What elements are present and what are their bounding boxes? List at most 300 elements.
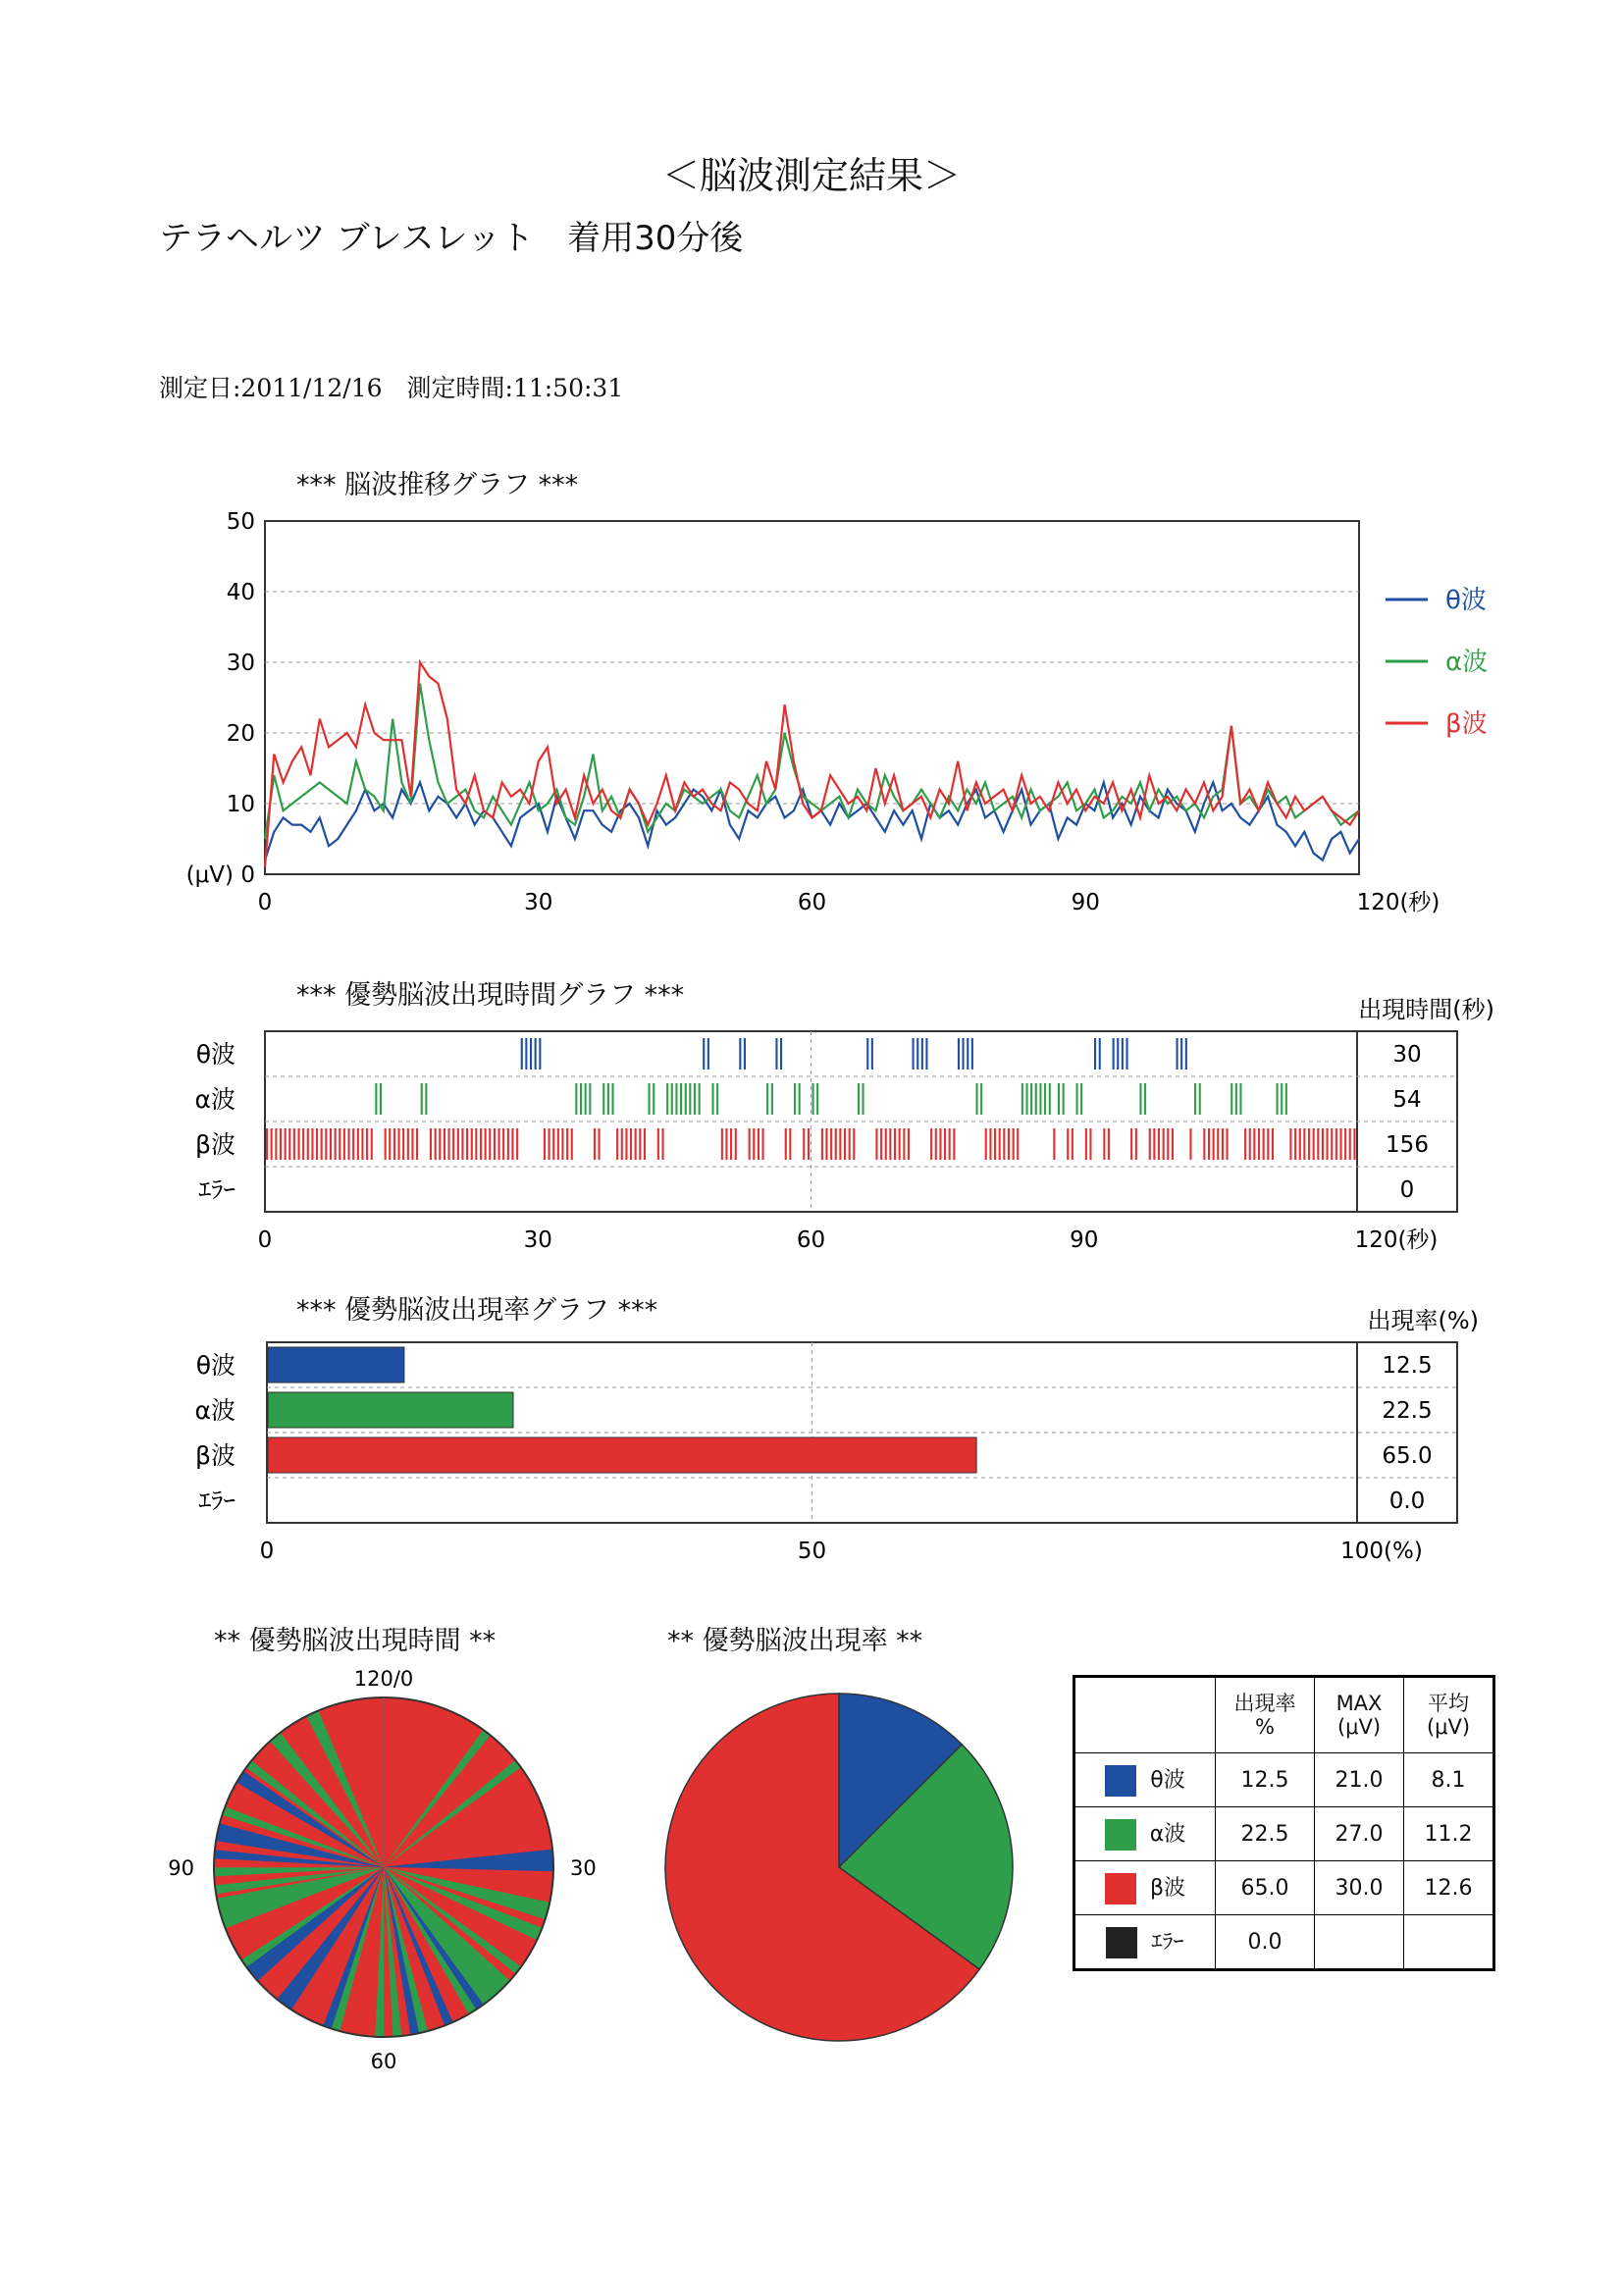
time-event-mark <box>1013 1128 1015 1160</box>
time-event-mark <box>780 1038 782 1070</box>
time-event-mark <box>758 1128 759 1160</box>
time-event-mark <box>866 1038 868 1070</box>
time-event-mark <box>885 1128 887 1160</box>
time-event-mark <box>271 1128 273 1160</box>
summary-rate: 12.5 <box>1216 1753 1315 1807</box>
time-row-label: θ波 <box>195 1040 236 1069</box>
time-event-mark <box>899 1128 901 1160</box>
time-event-mark <box>875 1128 877 1160</box>
time-event-mark <box>653 1083 654 1115</box>
pie-rate-title: ** 優勢脳波出現率 ** <box>667 1626 923 1656</box>
time-event-mark <box>1094 1038 1096 1070</box>
time-event-mark <box>1199 1083 1201 1115</box>
time-event-mark <box>830 1128 832 1160</box>
time-event-mark <box>1149 1128 1151 1160</box>
time-event-mark <box>812 1083 814 1115</box>
time-event-mark <box>635 1128 637 1160</box>
time-event-mark <box>1281 1083 1283 1115</box>
time-event-mark <box>525 1038 527 1070</box>
time-event-mark <box>844 1128 846 1160</box>
time-event-mark <box>662 1128 664 1160</box>
line-chart-title: *** 脳波推移グラフ *** <box>296 470 579 500</box>
time-event-mark <box>921 1038 923 1070</box>
time-event-mark <box>1117 1038 1119 1070</box>
time-row-count: 30 <box>1392 1042 1422 1068</box>
rate-value-label: 0.0 <box>1388 1488 1426 1514</box>
time-event-mark <box>466 1128 468 1160</box>
time-event-mark <box>602 1083 604 1115</box>
time-x-tick-label: 120(秒) <box>1354 1227 1439 1253</box>
summary-rate: 0.0 <box>1216 1915 1315 1970</box>
time-event-mark <box>1172 1128 1174 1160</box>
clock-label-left: 90 <box>168 1856 194 1880</box>
time-event-mark <box>949 1128 951 1160</box>
time-event-mark <box>1053 1128 1055 1160</box>
summary-avg: 11.2 <box>1404 1807 1494 1861</box>
summary-label: β波 <box>1149 1876 1186 1901</box>
time-event-mark <box>407 1128 409 1160</box>
time-event-mark <box>980 1083 982 1115</box>
time-event-mark <box>1331 1128 1333 1160</box>
time-chart-title: *** 優勢脳波出現時間グラフ *** <box>296 980 685 1011</box>
summary-header-rate: 出現率 % <box>1216 1677 1315 1753</box>
summary-avg: 12.6 <box>1404 1861 1494 1915</box>
time-event-mark <box>913 1038 915 1070</box>
time-event-mark <box>944 1128 946 1160</box>
time-event-mark <box>1089 1128 1091 1160</box>
time-event-mark <box>530 1038 532 1070</box>
theta-swatch <box>1105 1765 1136 1797</box>
time-event-mark <box>285 1128 287 1160</box>
time-event-mark <box>612 1083 614 1115</box>
time-event-mark <box>452 1128 454 1160</box>
time-event-mark <box>430 1128 432 1160</box>
time-event-mark <box>716 1083 718 1115</box>
time-event-mark <box>930 1128 932 1160</box>
time-event-mark <box>1230 1083 1232 1115</box>
time-event-mark <box>1194 1083 1196 1115</box>
beta-swatch <box>1105 1873 1136 1905</box>
time-event-mark <box>976 1083 978 1115</box>
time-event-mark <box>953 1128 955 1160</box>
time-event-mark <box>1353 1128 1355 1160</box>
time-event-mark <box>599 1128 601 1160</box>
summary-label: ｴﾗｰ <box>1151 1930 1184 1955</box>
time-event-mark <box>1139 1083 1141 1115</box>
alpha-swatch <box>1105 1819 1136 1851</box>
time-event-mark <box>1327 1128 1329 1160</box>
time-event-mark <box>325 1128 327 1160</box>
time-row-label: β波 <box>195 1130 236 1159</box>
time-event-mark <box>1213 1128 1215 1160</box>
time-event-mark <box>1239 1083 1241 1115</box>
time-event-mark <box>835 1128 837 1160</box>
line-y-axis-label: (μV) <box>185 862 234 888</box>
time-event-mark <box>298 1128 300 1160</box>
time-event-mark <box>967 1038 969 1070</box>
time-event-mark <box>471 1128 473 1160</box>
time-event-mark <box>1235 1083 1237 1115</box>
time-event-mark <box>707 1038 709 1070</box>
time-event-mark <box>571 1128 573 1160</box>
rate-row-label: α波 <box>194 1396 236 1425</box>
time-event-mark <box>1167 1128 1169 1160</box>
time-event-mark <box>853 1128 855 1160</box>
time-event-mark <box>999 1128 1001 1160</box>
time-event-mark <box>1003 1128 1005 1160</box>
time-event-mark <box>1035 1083 1037 1115</box>
time-event-mark <box>502 1128 504 1160</box>
time-event-mark <box>935 1128 937 1160</box>
summary-max: 21.0 <box>1315 1753 1404 1807</box>
time-event-mark <box>1227 1128 1229 1160</box>
rate-value-label: 12.5 <box>1382 1353 1433 1379</box>
rate-x-tick-label: 100(%) <box>1340 1539 1423 1564</box>
time-event-mark <box>480 1128 482 1160</box>
line-x-tick-label: 30 <box>524 890 553 915</box>
summary-header-avg: 平均 (μV) <box>1404 1677 1494 1753</box>
time-event-mark <box>1335 1128 1337 1160</box>
time-event-mark <box>1108 1128 1110 1160</box>
time-event-mark <box>393 1128 395 1160</box>
time-event-mark <box>1177 1038 1178 1070</box>
time-event-mark <box>985 1128 987 1160</box>
time-event-mark <box>744 1038 746 1070</box>
time-event-mark <box>1344 1128 1346 1160</box>
time-event-mark <box>1263 1128 1265 1160</box>
time-event-mark <box>889 1128 891 1160</box>
time-event-mark <box>1294 1128 1296 1160</box>
summary-max: 30.0 <box>1315 1861 1404 1915</box>
line-x-tick-label: 120(秒) <box>1356 890 1440 915</box>
time-event-mark <box>1203 1128 1205 1160</box>
time-event-mark <box>621 1128 623 1160</box>
time-event-mark <box>485 1128 487 1160</box>
line-x-tick-label: 90 <box>1071 890 1100 915</box>
time-event-mark <box>1253 1128 1255 1160</box>
time-row-count: 156 <box>1386 1132 1429 1158</box>
time-event-mark <box>821 1128 823 1160</box>
time-event-mark <box>789 1128 791 1160</box>
time-event-mark <box>288 1128 290 1160</box>
time-event-mark <box>825 1128 827 1160</box>
time-event-mark <box>544 1128 546 1160</box>
time-event-mark <box>457 1128 459 1160</box>
time-event-mark <box>1189 1128 1191 1160</box>
time-event-mark <box>507 1128 509 1160</box>
time-event-mark <box>607 1083 609 1115</box>
page-title: ＜脳波測定結果＞ <box>661 154 961 197</box>
time-event-mark <box>735 1128 737 1160</box>
time-event-mark <box>1017 1128 1019 1160</box>
time-event-mark <box>657 1128 659 1160</box>
time-event-mark <box>552 1128 554 1160</box>
time-event-mark <box>725 1128 727 1160</box>
time-event-mark <box>498 1128 500 1160</box>
time-event-mark <box>1185 1038 1187 1070</box>
rate-x-tick-label: 0 <box>259 1539 275 1564</box>
time-event-mark <box>1217 1128 1219 1160</box>
time-event-mark <box>1244 1128 1246 1160</box>
time-event-mark <box>575 1083 577 1115</box>
time-event-mark <box>361 1128 363 1160</box>
rate-bar <box>268 1437 976 1473</box>
time-event-mark <box>1303 1128 1305 1160</box>
time-event-mark <box>712 1083 714 1115</box>
time-event-mark <box>894 1128 896 1160</box>
summary-table <box>1073 1675 1495 1971</box>
time-event-mark <box>461 1128 463 1160</box>
time-event-mark <box>1076 1083 1078 1115</box>
time-event-mark <box>1158 1128 1160 1160</box>
time-event-mark <box>649 1083 651 1115</box>
time-event-mark <box>675 1083 677 1115</box>
time-event-mark <box>402 1128 404 1160</box>
rate-value-label: 65.0 <box>1382 1443 1433 1469</box>
time-event-mark <box>1249 1128 1251 1160</box>
time-x-tick-label: 90 <box>1070 1227 1099 1253</box>
time-event-mark <box>348 1128 350 1160</box>
time-event-mark <box>1135 1128 1137 1160</box>
time-event-mark <box>1030 1083 1032 1115</box>
time-event-mark <box>494 1128 496 1160</box>
time-x-tick-label: 60 <box>796 1227 826 1253</box>
time-event-mark <box>1113 1038 1115 1070</box>
time-event-mark <box>963 1038 965 1070</box>
time-event-mark <box>625 1128 627 1160</box>
time-event-mark <box>1008 1128 1010 1160</box>
page-subtitle: テラヘルツ ブレスレット 着用30分後 <box>159 219 744 258</box>
time-event-mark <box>1072 1128 1073 1160</box>
summary-row-beta <box>1074 1861 1494 1915</box>
time-event-mark <box>1080 1083 1082 1115</box>
rate-chart-title: *** 優勢脳波出現率グラフ *** <box>296 1295 658 1326</box>
time-event-mark <box>1130 1128 1132 1160</box>
time-event-mark <box>799 1083 801 1115</box>
time-event-mark <box>307 1128 309 1160</box>
time-event-mark <box>1049 1083 1051 1115</box>
line-x-tick-label: 60 <box>797 890 827 915</box>
time-event-mark <box>808 1128 810 1160</box>
time-event-mark <box>511 1128 513 1160</box>
time-event-mark <box>849 1128 851 1160</box>
clock-label-bottom: 60 <box>370 2050 397 2073</box>
time-event-mark <box>549 1128 550 1160</box>
time-event-mark <box>1222 1128 1224 1160</box>
time-event-mark <box>794 1083 796 1115</box>
time-event-mark <box>753 1128 755 1160</box>
line-y-tick-label: 20 <box>226 721 255 747</box>
time-event-mark <box>1058 1083 1060 1115</box>
time-event-mark <box>644 1128 646 1160</box>
time-event-mark <box>1299 1128 1301 1160</box>
time-event-mark <box>357 1128 359 1160</box>
time-event-mark <box>535 1038 537 1070</box>
time-event-mark <box>630 1128 632 1160</box>
time-event-mark <box>585 1083 587 1115</box>
error-swatch <box>1106 1927 1137 1958</box>
time-event-mark <box>699 1083 701 1115</box>
time-event-mark <box>1258 1128 1260 1160</box>
line-x-tick-label: 0 <box>257 890 273 915</box>
time-event-mark <box>489 1128 491 1160</box>
time-event-mark <box>1308 1128 1310 1160</box>
time-event-mark <box>762 1128 764 1160</box>
time-row-label: α波 <box>194 1085 236 1114</box>
summary-label: α波 <box>1149 1822 1186 1847</box>
legend-label-2: β波 <box>1445 709 1488 739</box>
time-event-mark <box>311 1128 313 1160</box>
summary-avg: 8.1 <box>1404 1753 1494 1807</box>
time-event-mark <box>858 1083 860 1115</box>
time-event-mark <box>557 1128 559 1160</box>
time-event-mark <box>694 1083 696 1115</box>
time-event-mark <box>816 1083 818 1115</box>
rate-plot-frame <box>267 1342 1457 1523</box>
time-event-mark <box>616 1128 618 1160</box>
summary-row-alpha <box>1074 1807 1494 1861</box>
time-event-mark <box>730 1128 732 1160</box>
time-event-mark <box>275 1128 277 1160</box>
time-event-mark <box>444 1128 445 1160</box>
time-event-mark <box>398 1128 400 1160</box>
time-event-mark <box>566 1128 568 1160</box>
time-event-mark <box>389 1128 391 1160</box>
time-event-mark <box>666 1083 668 1115</box>
time-event-mark <box>703 1038 705 1070</box>
time-event-mark <box>375 1083 377 1115</box>
time-event-mark <box>903 1128 905 1160</box>
time-event-mark <box>435 1128 437 1160</box>
measure-datetime: 測定日:2011/12/16 測定時間:11:50:31 <box>159 374 624 402</box>
time-event-mark <box>302 1128 304 1160</box>
time-event-mark <box>925 1038 927 1070</box>
line-y-tick-label: 40 <box>226 580 255 605</box>
summary-label: θ波 <box>1150 1768 1185 1793</box>
rate-bar <box>268 1347 404 1383</box>
time-event-mark <box>1180 1038 1182 1070</box>
time-row-count: 54 <box>1392 1087 1422 1113</box>
time-event-mark <box>1153 1128 1155 1160</box>
time-event-mark <box>594 1128 596 1160</box>
legend-label-1: α波 <box>1445 648 1489 677</box>
time-event-mark <box>685 1083 687 1115</box>
time-event-mark <box>339 1128 340 1160</box>
time-event-mark <box>366 1128 368 1160</box>
summary-header-max: MAX (μV) <box>1315 1677 1404 1753</box>
time-event-mark <box>871 1038 873 1070</box>
time-event-mark <box>1267 1128 1269 1160</box>
time-event-mark <box>775 1038 777 1070</box>
time-event-mark <box>771 1083 773 1115</box>
time-event-mark <box>439 1128 441 1160</box>
line-y-tick-label: 50 <box>226 509 255 535</box>
time-event-mark <box>1272 1128 1274 1160</box>
time-row-label: ｴﾗｰ <box>198 1175 236 1204</box>
time-event-mark <box>971 1038 973 1070</box>
time-event-mark <box>321 1128 323 1160</box>
time-event-mark <box>539 1038 541 1070</box>
time-event-mark <box>785 1128 787 1160</box>
time-event-mark <box>1144 1083 1146 1115</box>
time-event-mark <box>721 1128 723 1160</box>
time-event-mark <box>385 1128 387 1160</box>
summary-max <box>1315 1915 1404 1970</box>
summary-rate: 65.0 <box>1216 1861 1315 1915</box>
time-event-mark <box>939 1128 941 1160</box>
time-event-mark <box>335 1128 337 1160</box>
time-event-mark <box>766 1083 768 1115</box>
time-event-mark <box>1313 1128 1315 1160</box>
time-x-tick-label: 30 <box>523 1227 552 1253</box>
time-event-mark <box>1126 1038 1128 1070</box>
time-event-mark <box>989 1128 991 1160</box>
time-event-mark <box>293 1128 295 1160</box>
line-y-tick-label: 0 <box>240 862 255 888</box>
time-event-mark <box>880 1128 882 1160</box>
rate-row-label: ｴﾗｰ <box>198 1487 236 1515</box>
time-event-mark <box>639 1128 641 1160</box>
time-event-mark <box>1099 1038 1101 1070</box>
time-event-mark <box>739 1038 741 1070</box>
rate-row-label: θ波 <box>195 1351 236 1380</box>
time-event-mark <box>671 1083 673 1115</box>
time-row-count: 0 <box>1399 1177 1415 1203</box>
clock-label-right: 30 <box>570 1856 597 1880</box>
time-event-mark <box>330 1128 332 1160</box>
time-event-mark <box>425 1083 427 1115</box>
line-y-tick-label: 30 <box>226 651 255 676</box>
time-event-mark <box>421 1083 423 1115</box>
time-event-mark <box>994 1128 996 1160</box>
time-event-mark <box>1026 1083 1028 1115</box>
summary-avg <box>1404 1915 1494 1970</box>
time-x-tick-label: 0 <box>257 1227 273 1253</box>
time-event-mark <box>1277 1083 1279 1115</box>
time-event-mark <box>839 1128 841 1160</box>
pie-time-title: ** 優勢脳波出現時間 ** <box>214 1626 497 1656</box>
time-event-mark <box>1317 1128 1319 1160</box>
time-event-mark <box>1063 1083 1065 1115</box>
time-event-mark <box>1349 1128 1351 1160</box>
time-event-mark <box>1039 1083 1041 1115</box>
time-event-mark <box>803 1128 805 1160</box>
rate-row-label: β波 <box>195 1441 236 1470</box>
clock-label-top: 120/0 <box>353 1667 414 1691</box>
time-event-mark <box>561 1128 563 1160</box>
time-event-mark <box>516 1128 518 1160</box>
summary-max: 27.0 <box>1315 1807 1404 1861</box>
time-event-mark <box>1208 1128 1210 1160</box>
time-event-mark <box>1289 1128 1291 1160</box>
time-event-mark <box>1044 1083 1046 1115</box>
time-event-mark <box>749 1128 751 1160</box>
time-event-mark <box>908 1128 910 1160</box>
time-event-mark <box>1067 1128 1069 1160</box>
summary-row-error <box>1074 1915 1494 1970</box>
time-event-mark <box>1021 1083 1023 1115</box>
time-event-mark <box>1340 1128 1342 1160</box>
time-event-mark <box>1285 1083 1287 1115</box>
legend-label-0: θ波 <box>1445 586 1487 615</box>
time-event-mark <box>680 1083 682 1115</box>
time-event-mark <box>958 1038 960 1070</box>
summary-rate: 22.5 <box>1216 1807 1315 1861</box>
summary-row-theta <box>1074 1753 1494 1807</box>
time-event-mark <box>1163 1128 1165 1160</box>
time-event-mark <box>266 1128 268 1160</box>
time-event-mark <box>580 1083 582 1115</box>
